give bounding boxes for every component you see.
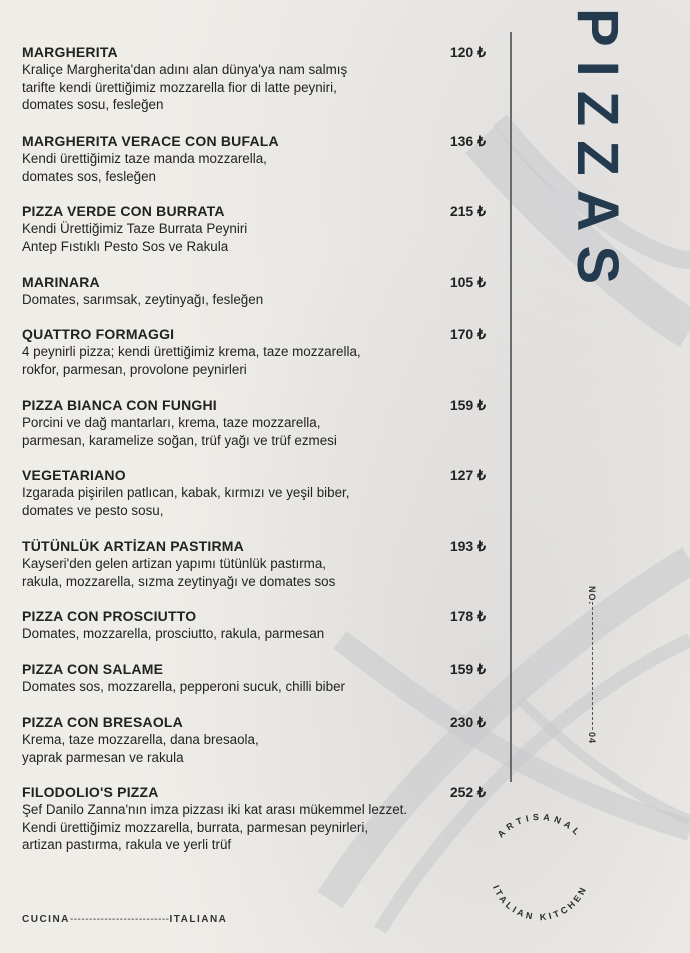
- item-price: 230 ₺: [449, 714, 486, 730]
- page-number: 04: [587, 732, 597, 745]
- item-name: MARGHERITA: [22, 44, 118, 60]
- item-description: Kendi ürettiğimiz taze manda mozzarella, domates sos, fesleğen: [22, 151, 267, 184]
- menu-item: [22, 661, 492, 696]
- item-name: PIZZA CON BRESAOLA: [22, 714, 183, 730]
- item-name: PIZZA BIANCA CON FUNGHI: [22, 397, 217, 413]
- footer-right-word: ITALIANA: [169, 914, 228, 925]
- menu-item: [22, 608, 492, 643]
- item-description: Domates sos, mozzarella, pepperoni sucuk, chilli biber: [22, 679, 346, 694]
- item-name: TÜTÜNLÜK ARTİZAN PASTIRMA: [22, 538, 244, 554]
- menu-item: [22, 538, 492, 590]
- menu-item: [22, 44, 492, 114]
- footer-dashes: --------------------------: [69, 914, 170, 925]
- item-name: MARGHERITA VERACE CON BUFALA: [22, 133, 279, 149]
- item-price: 170 ₺: [449, 326, 486, 342]
- artisanal-kitchen-badge: [470, 800, 610, 940]
- menu-item: [22, 326, 492, 378]
- item-description: Kraliçe Margherita'dan adını alan dünya'ya nam salmış tarifte kendi ürettiğimiz mozzarella fior di latte peyniri, domates sosu, fesleğen: [22, 62, 348, 112]
- page-number-dashed-line: [592, 602, 593, 730]
- item-name: VEGETARIANO: [22, 467, 126, 483]
- footer-tagline: [22, 914, 227, 925]
- item-name: FILODOLIO'S PIZZA: [22, 784, 159, 800]
- item-description: Porcini ve dağ mantarları, krema, taze mozzarella, parmesan, karamelize soğan, trüf yağı ve trüf ezmesi: [22, 415, 337, 448]
- item-description: Krema, taze mozzarella, dana bresaola, yaprak parmesan ve rakula: [22, 732, 259, 765]
- item-price: 193 ₺: [449, 538, 486, 554]
- page-number-label: NO.: [587, 586, 597, 606]
- item-price: 105 ₺: [449, 274, 486, 290]
- item-price: 159 ₺: [449, 661, 486, 677]
- item-name: MARINARA: [22, 274, 100, 290]
- item-name: PIZZA CON SALAME: [22, 661, 164, 677]
- badge-bottom-text: ITALIAN KITCHEN: [491, 883, 590, 923]
- menu-item: [22, 467, 492, 519]
- item-description: Şef Danilo Zanna'nın imza pizzası iki kat arası mükemmel lezzet. Kendi ürettiğimiz mozzarella, burrata, parmesan peynirleri, artizan pastırma, rakula ve yerli trüf: [22, 802, 408, 852]
- item-price: 159 ₺: [449, 397, 486, 413]
- item-description: Izgarada pişirilen patlıcan, kabak, kırmızı ve yeşil biber, domates ve pesto sosu,: [22, 485, 350, 518]
- vertical-divider-line: [510, 32, 512, 782]
- item-price: 120 ₺: [449, 44, 486, 60]
- item-price: 127 ₺: [449, 467, 486, 483]
- item-name: PIZZA CON PROSCIUTTO: [22, 608, 197, 624]
- item-description: Domates, sarımsak, zeytinyağı, fesleğen: [22, 292, 264, 307]
- item-name: QUATTRO FORMAGGI: [22, 326, 175, 342]
- menu-item: [22, 784, 492, 854]
- item-price: 215 ₺: [449, 203, 486, 219]
- menu-item: [22, 397, 492, 449]
- menu-item: [22, 714, 492, 766]
- badge-top-text: ARTISANAL: [495, 811, 585, 840]
- menu-item: [22, 274, 492, 309]
- item-description: Kendi Ürettiğimiz Taze Burrata Peyniri Antep Fıstıklı Pesto Sos ve Rakula: [22, 221, 248, 254]
- item-price: 136 ₺: [449, 133, 486, 149]
- item-price: 252 ₺: [449, 784, 486, 800]
- item-description: Kayseri'den gelen artizan yapımı tütünlük pastırma, rakula, mozzarella, sızma zeytinyağı ve domates sos: [22, 556, 336, 589]
- item-description: Domates, mozzarella, prosciutto, rakula, parmesan: [22, 626, 325, 641]
- footer-left-word: CUCINA: [22, 914, 70, 925]
- menu-item: [22, 203, 492, 255]
- page-title: PIZZAS: [565, 8, 630, 299]
- item-price: 178 ₺: [449, 608, 486, 624]
- item-description: 4 peynirli pizza; kendi ürettiğimiz krema, taze mozzarella, rokfor, parmesan, provolone peynirleri: [22, 344, 361, 377]
- menu-item: [22, 133, 492, 185]
- item-name: PIZZA VERDE CON BURRATA: [22, 203, 225, 219]
